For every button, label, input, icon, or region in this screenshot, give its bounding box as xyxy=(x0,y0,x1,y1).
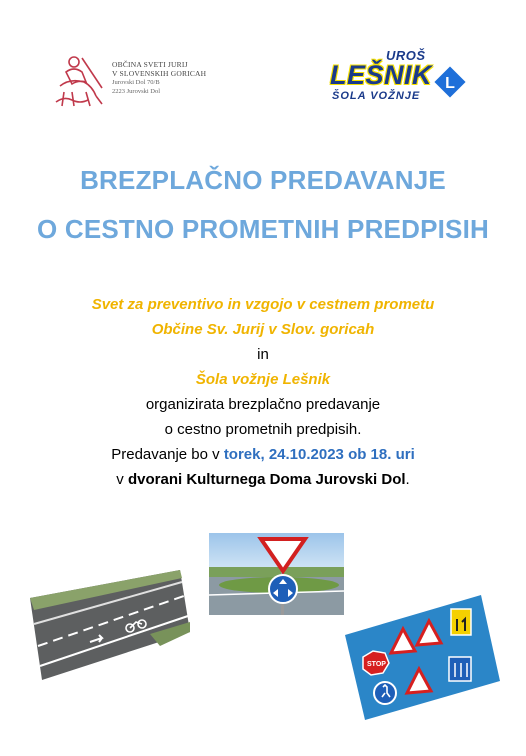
organizer-school: Šola vožnje Lešnik xyxy=(195,371,331,388)
traffic-signs-photo xyxy=(345,595,500,720)
event-date: torek, 24.10.2023 ob 18. uri xyxy=(223,446,415,463)
venue-suffix: . xyxy=(405,471,410,488)
conjunction: in xyxy=(257,346,269,363)
municipality-logo xyxy=(52,52,212,112)
logo-first-name: UROŠ xyxy=(386,48,426,63)
municipality-address-line2: 2223 Jurovski Dol xyxy=(112,88,161,95)
logo-subtitle: ŠOLA VOŽNJE xyxy=(332,90,421,102)
roundabout-photo xyxy=(209,533,344,615)
bike-lane-photo xyxy=(30,570,190,680)
driving-school-logo xyxy=(326,48,476,110)
headline-line2: O CESTNO PROMETNIH PREDPISIH xyxy=(37,214,489,244)
learner-badge-icon xyxy=(430,62,470,102)
stop-sign-label: STOP xyxy=(367,661,386,668)
st-george-emblem-icon xyxy=(52,52,108,112)
description-line1: organizirata brezplačno predavanje xyxy=(145,396,381,413)
description-line2: o cestno prometnih predpisih. xyxy=(164,421,362,438)
headline-line1: BREZPLAČNO PREDAVANJE xyxy=(80,165,446,195)
invitation-text xyxy=(0,292,526,492)
municipality-name-line1: OBČINA SVETI JURIJ xyxy=(112,60,188,69)
date-line xyxy=(0,442,526,467)
organizer-council: Svet za preventivo in vzgojo v cestnem prometu xyxy=(91,296,435,313)
logo-surname: LEŠNIK xyxy=(330,60,433,90)
date-prefix: Predavanje bo v xyxy=(111,446,224,463)
municipality-address-line1: Jurovski Dol 70/B xyxy=(112,79,160,86)
organizer-municipality: Občine Sv. Jurij v Slov. goricah xyxy=(151,321,375,338)
venue-prefix: v xyxy=(116,471,128,488)
event-venue: dvorani Kulturnega Doma Jurovski Dol xyxy=(127,471,406,488)
venue-line xyxy=(0,467,526,492)
municipality-name-line2: V SLOVENSKIH GORICAH xyxy=(112,69,207,78)
badge-letter: L xyxy=(445,75,455,92)
